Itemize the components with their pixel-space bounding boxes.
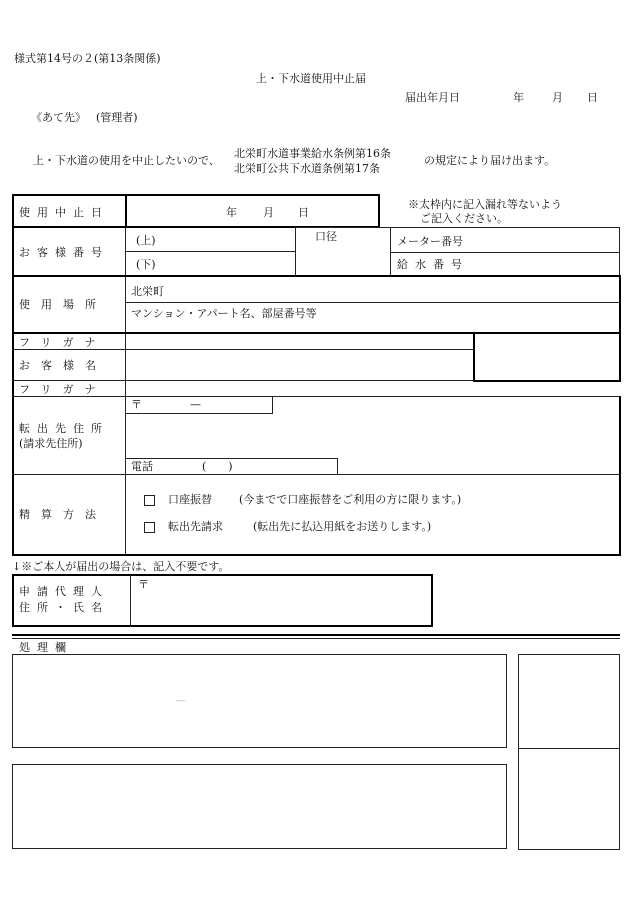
postal-dash: —	[190, 398, 201, 411]
stop-date-day[interactable]: 日	[298, 206, 309, 219]
recipient-label: 《あて先》	[31, 111, 86, 124]
supply-number-label: 給水番号	[397, 258, 469, 271]
option-account-transfer-note: (今までで口座振替をご利用の方に限ります。)	[239, 493, 462, 506]
stop-date-label: 使用中止日	[19, 206, 109, 219]
ordinance-sewer: 北栄町公共下水道条例第17条	[234, 162, 380, 175]
meter-number-label: メーター番号	[397, 235, 463, 248]
proxy-label-1: 申請代理人	[19, 585, 109, 598]
intro-lead: 上・下水道の使用を中止したいので、	[33, 154, 220, 167]
location-town: 北栄町	[131, 285, 164, 298]
diameter-label: 口径	[315, 230, 337, 243]
furigana-label-1: フリガナ	[19, 336, 107, 349]
location-label: 使用場所	[19, 298, 107, 311]
page-title: 上・下水道使用中止届	[256, 72, 366, 85]
phone-parens: ( )	[202, 460, 233, 473]
processing-faint-dash: —	[175, 694, 186, 707]
submission-date-day: 日	[587, 91, 598, 104]
customer-number-lower[interactable]: (下)	[136, 258, 156, 271]
furigana-label-2: フリガナ	[19, 383, 107, 396]
processing-box-2	[12, 764, 507, 849]
phone-label: 電話	[131, 460, 153, 473]
note-line-1: ※太枠内に記入漏れ等ないよう	[408, 198, 562, 211]
administrator-label: (管理者)	[96, 111, 138, 124]
settlement-label: 精算方法	[19, 508, 107, 521]
postal-mark: 〒	[131, 398, 142, 411]
processing-box-1	[12, 654, 507, 748]
option-forward-billing-label: 転出先請求	[168, 520, 223, 533]
submission-date-month: 月	[552, 91, 563, 104]
intro-tail: の規定により届け出ます。	[424, 154, 556, 167]
ordinance-water: 北栄町水道事業給水条例第16条	[234, 147, 391, 160]
customer-name-label: お客様名	[19, 359, 107, 372]
option-account-transfer-label: 口座振替	[168, 493, 212, 506]
option-forward-billing-checkbox[interactable]	[144, 522, 155, 533]
note-line-2: ご記入ください。	[420, 212, 508, 225]
processing-stamp-box	[518, 654, 620, 850]
option-forward-billing-note: (転出先に払込用紙をお送りします。)	[253, 520, 432, 533]
proxy-note: ↓※ご本人が届出の場合は、記入不要です。	[12, 560, 230, 573]
billing-address-label: (請求先住所)	[19, 437, 83, 450]
stop-date-year[interactable]: 年	[226, 206, 237, 219]
location-building-hint[interactable]: マンション・アパート名、部屋番号等	[131, 307, 317, 320]
processing-label: 処理欄	[19, 641, 73, 654]
proxy-label-2: 住所・氏名	[19, 601, 109, 614]
proxy-postal-mark[interactable]: 〒	[138, 578, 149, 591]
submission-date-year: 年	[513, 91, 524, 104]
form-number: 様式第14号の２(第13条関係)	[14, 52, 161, 65]
option-account-transfer-checkbox[interactable]	[144, 495, 155, 506]
forward-address-label: 転出先住所	[19, 422, 109, 435]
submission-date-label: 届出年月日	[405, 91, 460, 104]
customer-number-label: お客様番号	[19, 246, 109, 259]
stop-date-month[interactable]: 月	[263, 206, 274, 219]
customer-number-upper[interactable]: (上)	[136, 234, 156, 247]
